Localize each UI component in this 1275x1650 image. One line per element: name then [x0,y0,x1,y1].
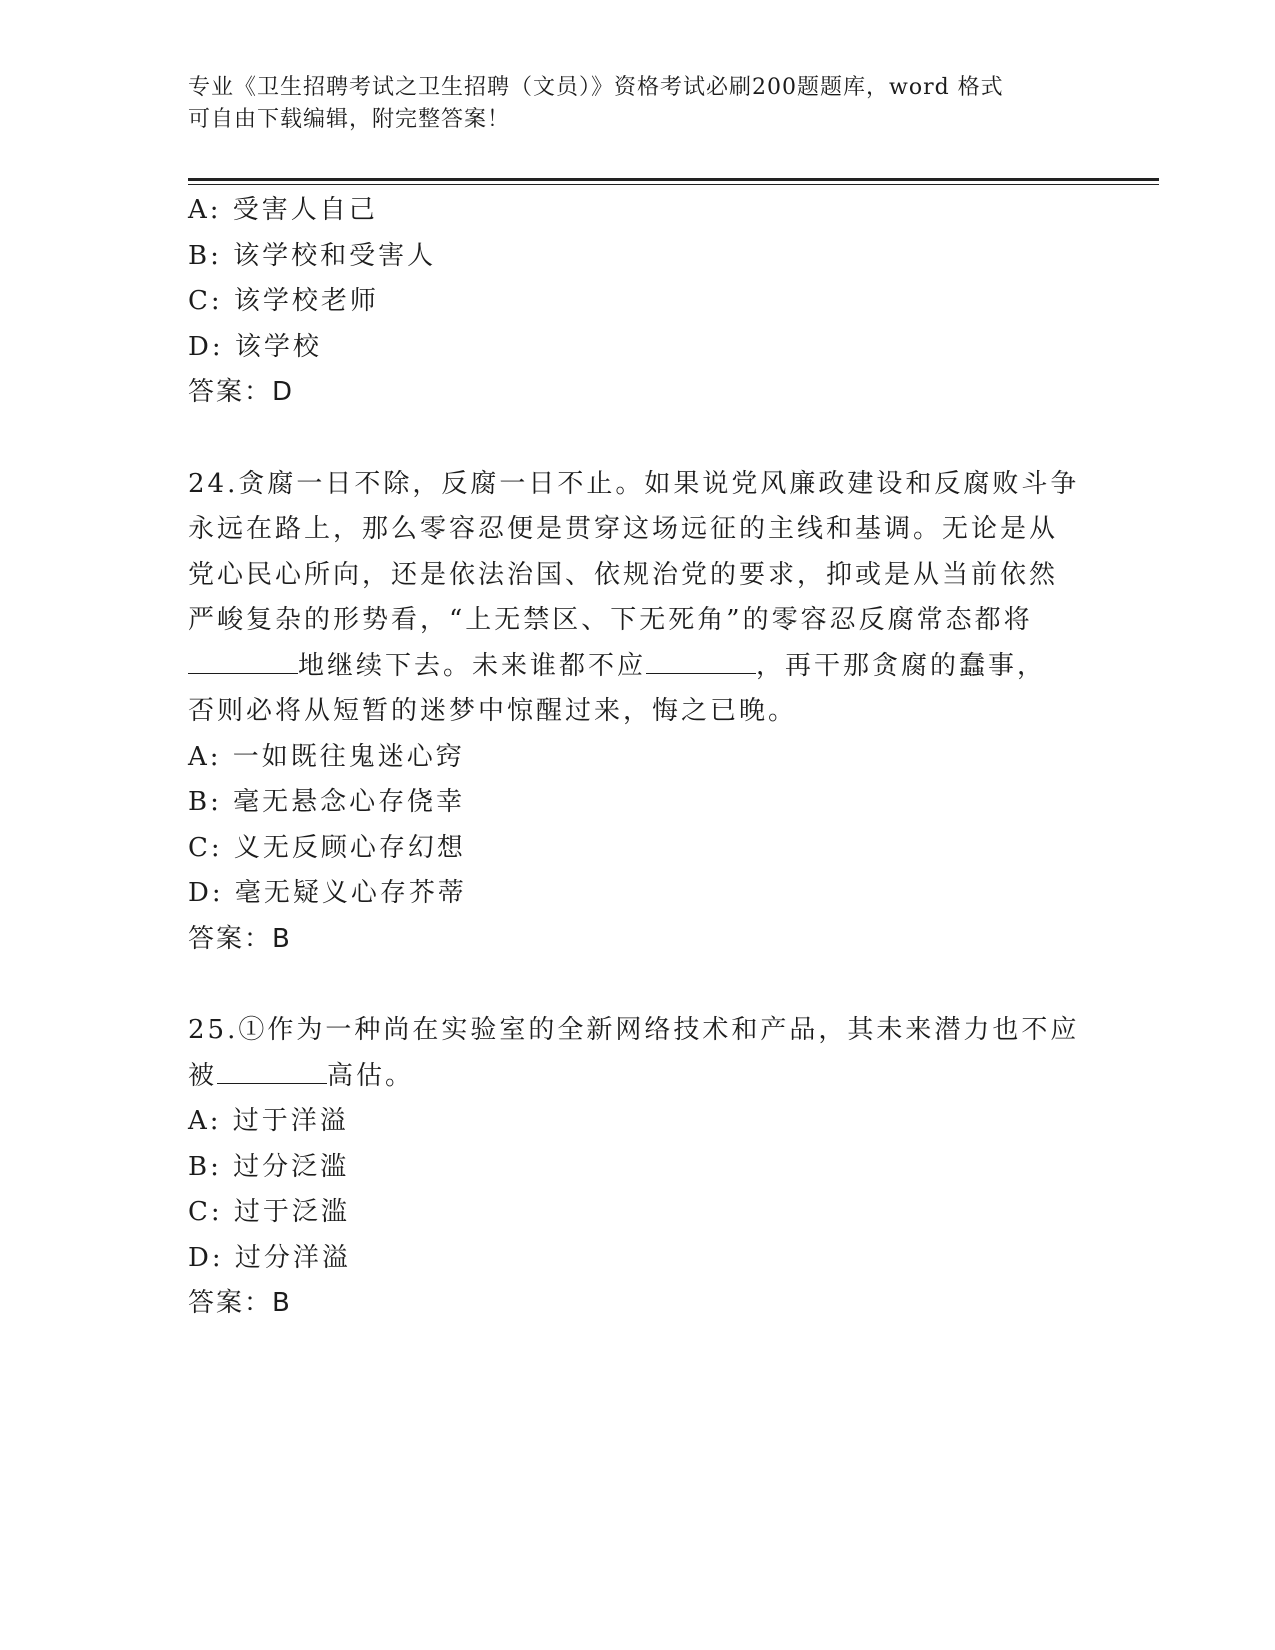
header-line-2: 可自由下载编辑，附完整答案！ [188,107,511,132]
option-c: C: 过于泛滥 [188,1197,350,1227]
stem-text: 地继续下去。未来谁都不应 [298,650,647,681]
fill-blank [646,647,756,674]
question-stem-line [188,1054,1088,1100]
option-c: C: 义无反顾心存幻想 [188,832,466,863]
header-rule-thick [188,178,1159,181]
fill-blank [188,647,298,674]
header-rule-thin [188,184,1159,185]
question-stem-line: 25.①作为一种尚在实验室的全新网络技术和产品，其未来潜力也不应 [188,1015,1080,1045]
question-stem-line: 严峻复杂的形势看，“上无禁区、下无死角”的零容忍反腐常态都将 [188,605,1033,635]
option-a: A: 过于洋溢 [188,1106,349,1136]
answer: 答案：B [188,1288,292,1318]
stem-text: ，再干那贪腐的蠢事， [756,650,1047,681]
document-header [188,72,1068,136]
option-c: C: 该学校老师 [188,286,379,316]
fill-blank [217,1057,327,1084]
option-b: B: 该学校和受害人 [188,240,437,271]
question-stem-line [188,644,1088,690]
option-d: D: 毫无疑义心存芥蒂 [188,878,467,908]
answer: 答案：D [188,377,295,407]
stem-text: 高估。 [327,1060,415,1091]
question-stem-line: 党心民心所向，还是依法治国、依规治党的要求，抑或是从当前依然 [188,559,1059,590]
question-stem-line: 24.贪腐一日不除，反腐一日不止。如果说党风廉政建设和反腐败斗争 [188,468,1080,499]
option-d: D: 过分洋溢 [188,1242,351,1273]
question-list [188,188,1088,1327]
question-24 [188,462,1088,963]
question-stem-line: 永远在路上，那么零容忍便是贯穿这场远征的主线和基调。无论是从 [188,514,1059,544]
stem-text: 被 [188,1060,218,1091]
question-23 [188,188,1088,416]
question-stem-line: 否则必将从短暂的迷梦中惊醒过来，悔之已晚。 [188,696,798,726]
header-line-1: 专业《卫生招聘考试之卫生招聘（文员）》资格考试必刷200题题库，word 格式 [188,75,1004,100]
option-d: D: 该学校 [188,331,322,362]
option-a: A: 一如既往鬼迷心窍 [188,741,465,772]
option-b: B: 毫无悬念心存侥幸 [188,787,466,817]
question-25 [188,1008,1088,1327]
option-a: A: 受害人自己 [188,195,378,225]
answer: 答案：B [188,923,292,954]
option-b: B: 过分泛滥 [188,1151,350,1182]
